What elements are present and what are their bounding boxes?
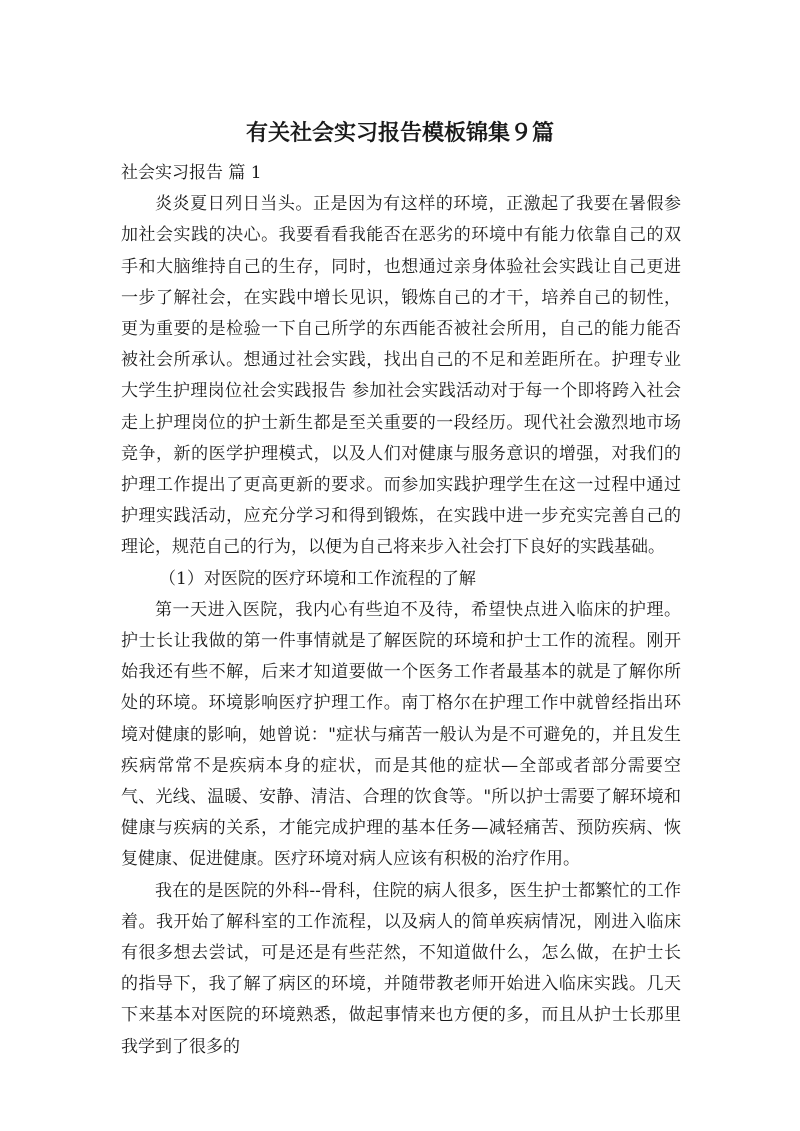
paragraph-orthopedics: 我在的是医院的外科--骨科，住院的病人很多，医生护士都繁忙的工作着。我开始了解科室的工作流程，以及病人的简单疾病情况，刚进入临床有很多想去尝试，可是还是有些茫然，不知道做什么，怎么做，在护士长的指导下，我了解了病区的环境，并随带教老师开始进入临床实践。几天下来基本对医院的环境熟悉，做起事情来也方便的多，而且从护士长那里我学到了很多的	[121, 880, 681, 1057]
document-title: 有关社会实习报告模板锦集９篇	[245, 121, 554, 146]
subheading-environment: （1）对医院的医疗环境和工作流程的了解	[159, 568, 476, 589]
document-body	[121, 158, 681, 1063]
section-label: 社会实习报告 篇 1	[121, 163, 262, 183]
paragraph-intro: 炎炎夏日列日当头。正是因为有这样的环境，正激起了我要在暑假参加社会实践的决心。我要看看我能否在恶劣的环境中有能力依靠自己的双手和大脑维持自己的生存，同时，也想通过亲身体验社会实践让自己更进一步了解社会，在实践中增长见识，锻炼自己的才干，培养自己的韧性，更为重要的是检验一下自己所学的东西能否被社会所用，自己的能力能否被社会所承认。想通过社会实践，找出自己的不足和差距所在。护理专业大学生护理岗位社会实践报告 参加社会实践活动对于每一个即将跨入社会走上护理岗位的护士新生都是至关重要的一段经历。现代社会激烈地市场竞争，新的医学护理模式，以及人们对健康与服务意识的增强，对我们的护理工作提出了更高更新的要求。而参加实践护理学生在这一过程中通过护理实践活动，应充分学习和得到锻炼，在实践中进一步充实完善自己的理论，规范自己的行为，以便为自己将来步入社会打下良好的实践基础。	[121, 194, 681, 558]
paragraph-first-day: 第一天进入医院，我内心有些迫不及待，希望快点进入临床的护理。护士长让我做的第一件事情就是了解医院的环境和护士工作的流程。刚开始我还有些不解，后来才知道要做一个医务工作者最基本的就是了解你所处的环境。环境影响医疗护理工作。南丁格尔在护理工作中就曾经指出环境对健康的影响，她曾说："症状与痛苦一般认为是不可避免的，并且发生疾病常常不是疾病本身的症状，而是其他的症状—全部或者部分需要空气、光线、温暖、安静、清洁、合理的饮食等。"所以护士需要了解环境和健康与疾病的关系，才能完成护理的基本任务—减轻痛苦、预防疾病、恢复健康、促进健康。医疗环境对病人应该有积极的治疗作用。	[121, 599, 681, 870]
